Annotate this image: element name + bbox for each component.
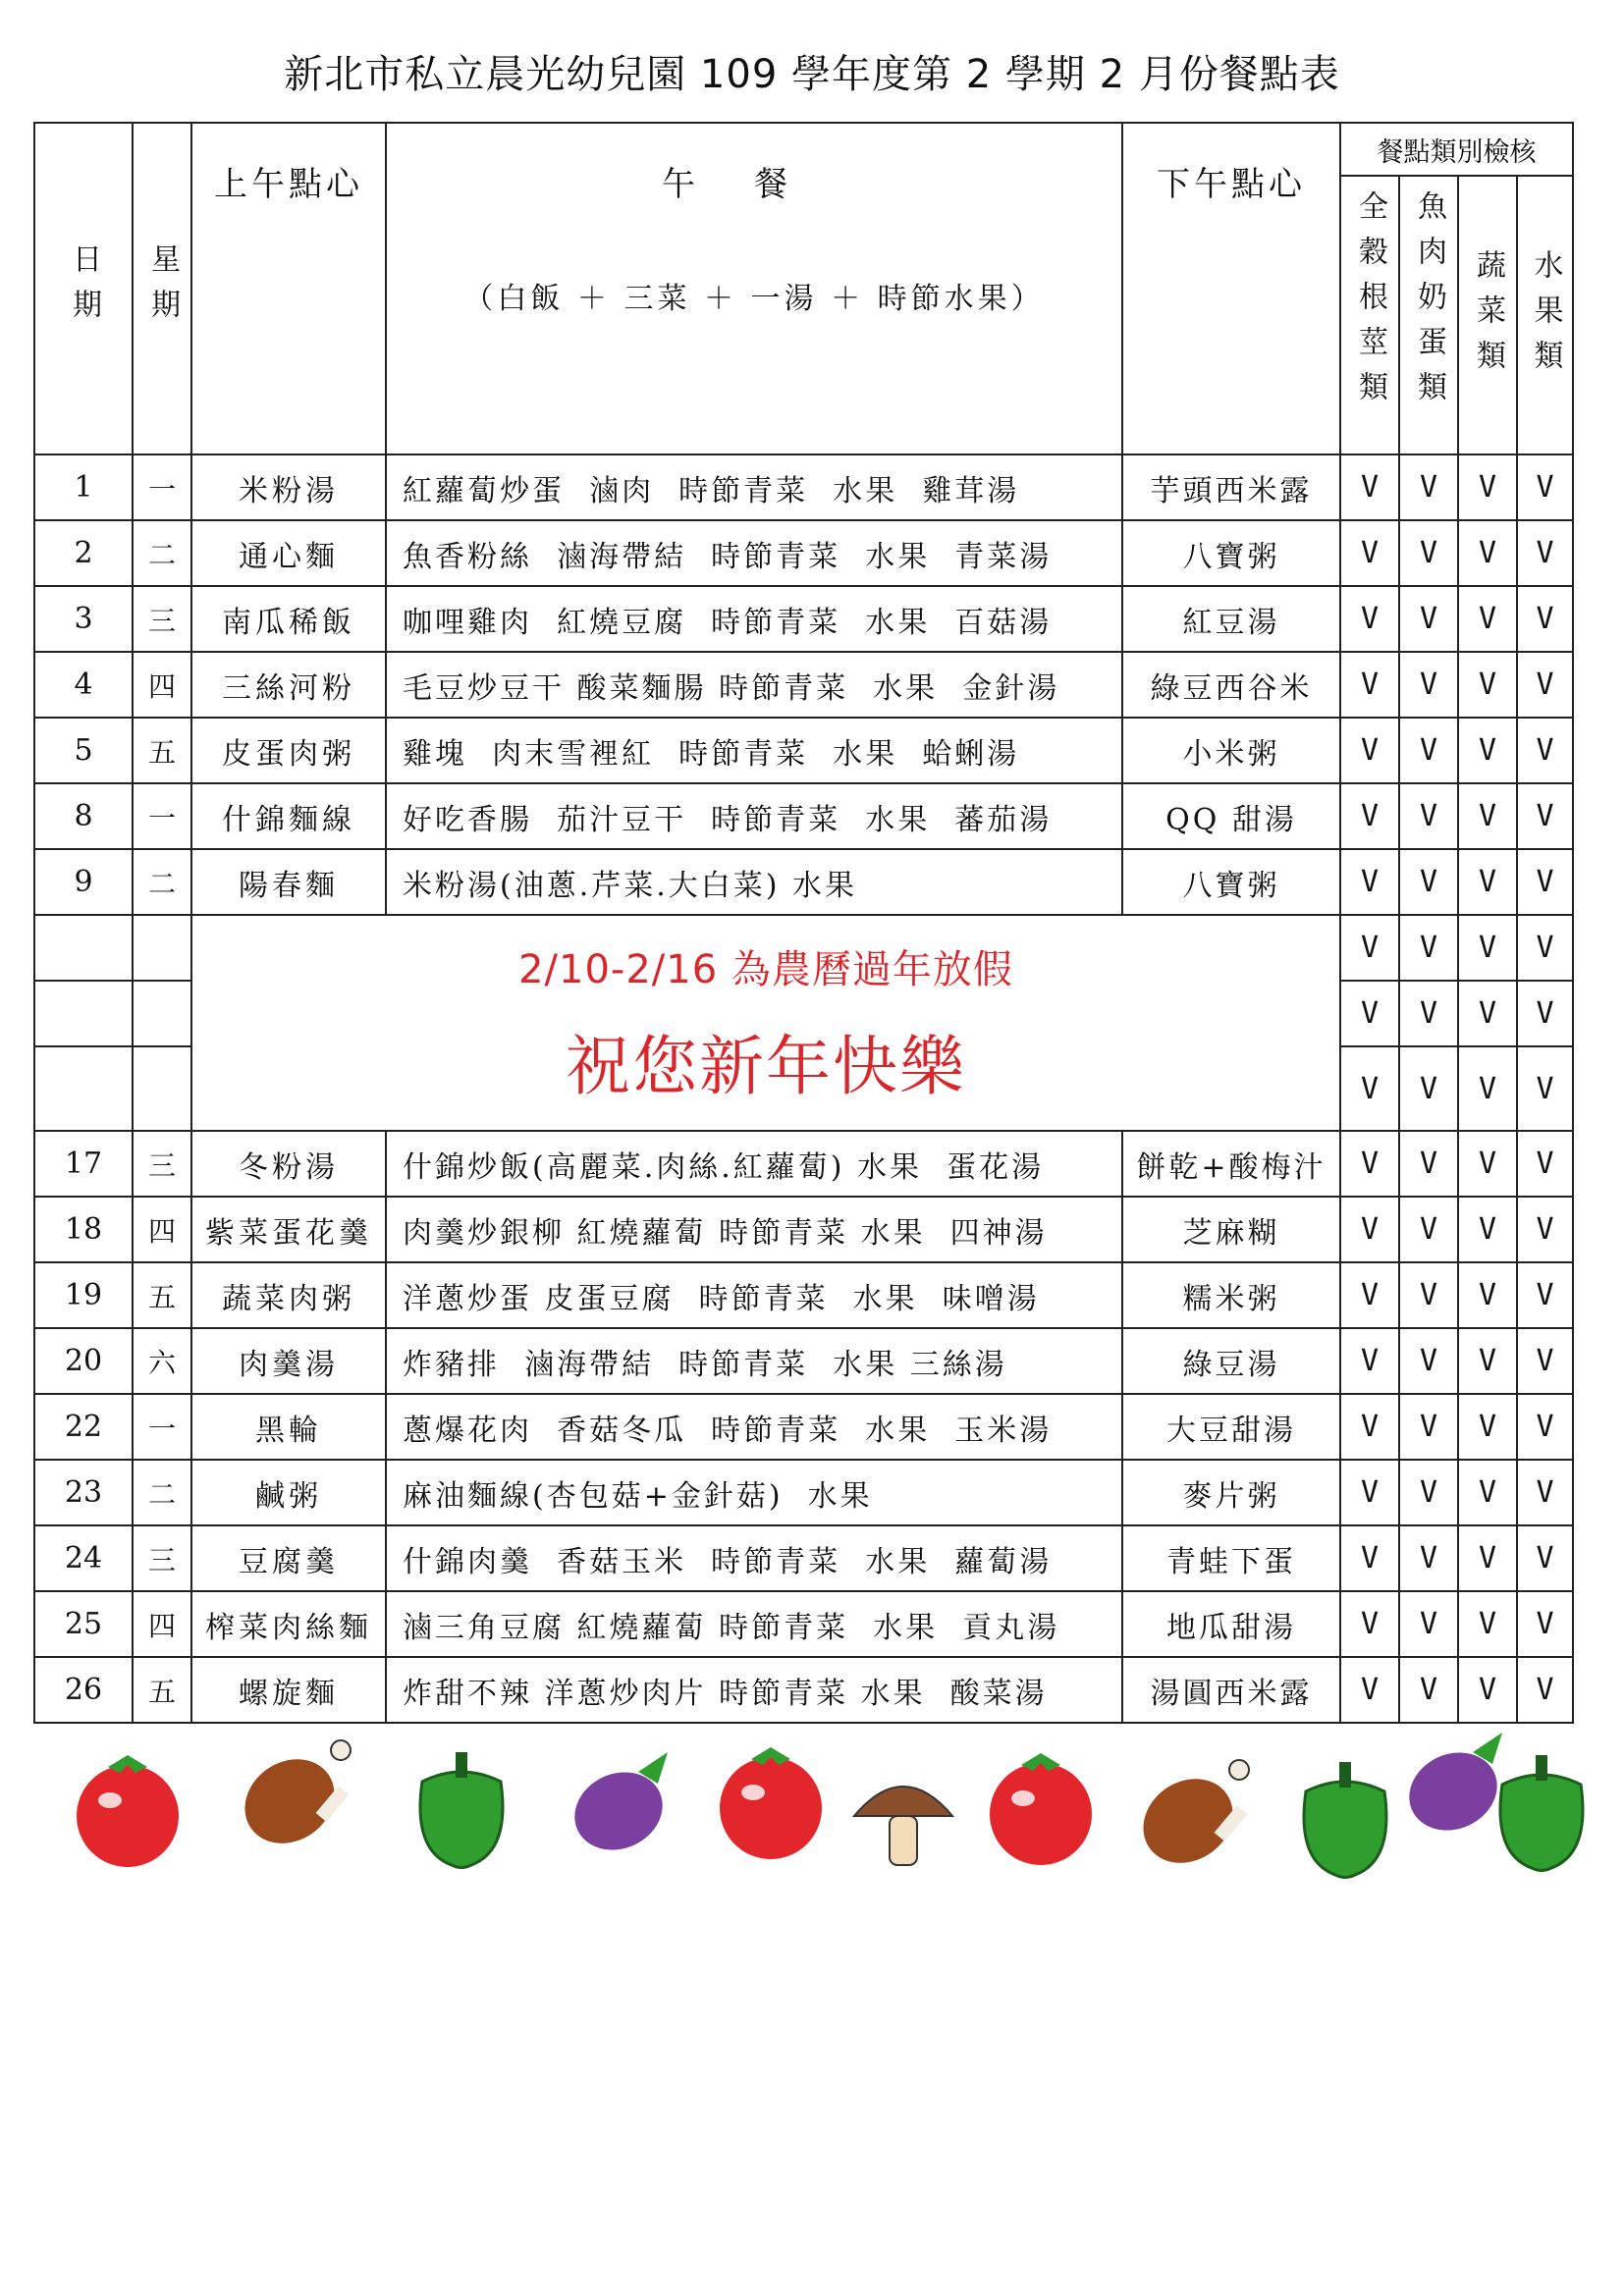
check-mark: V: [1517, 652, 1573, 718]
am-snack-cell: 米粉湯: [191, 454, 386, 520]
header-pm-snack: 下午點心: [1122, 123, 1340, 454]
header-check-protein: 魚肉奶蛋類: [1399, 176, 1458, 454]
check-mark: V: [1340, 1046, 1399, 1131]
date-cell: 8: [34, 783, 133, 849]
check-mark: V: [1399, 1525, 1458, 1591]
check-mark: V: [1399, 1657, 1458, 1723]
check-mark: V: [1517, 454, 1573, 520]
holiday-dates-text: 2/10-2/16 為農曆過年放假: [518, 947, 1013, 992]
am-snack-cell: 皮蛋肉粥: [191, 718, 386, 783]
empty-date-cell: [34, 1046, 133, 1131]
pm-snack-cell: 湯圓西米露: [1122, 1657, 1340, 1723]
header-check-grains: 全穀根莖類: [1340, 176, 1399, 454]
check-mark: V: [1458, 520, 1517, 586]
check-mark: V: [1399, 1197, 1458, 1262]
weekday-cell: 四: [133, 1591, 191, 1657]
pm-snack-cell: 綠豆西谷米: [1122, 652, 1340, 718]
check-mark: V: [1399, 1262, 1458, 1328]
pm-snack-cell: QQ 甜湯: [1122, 783, 1340, 849]
check-mark: V: [1399, 1394, 1458, 1460]
holiday-notice: [191, 915, 1340, 1131]
check-mark: V: [1340, 454, 1399, 520]
check-mark: V: [1340, 520, 1399, 586]
check-mark: V: [1458, 1657, 1517, 1723]
green-pepper-icon: [420, 1752, 503, 1868]
lunch-cell: 洋蔥炒蛋 皮蛋豆腐 時節青菜 水果 味噌湯: [386, 1262, 1122, 1328]
eggplant-icon: [562, 1752, 675, 1864]
date-cell: 24: [34, 1525, 133, 1591]
date-cell: 9: [34, 849, 133, 915]
check-mark: V: [1458, 1131, 1517, 1197]
pm-snack-cell: 芋頭西米露: [1122, 454, 1340, 520]
pm-snack-cell: 地瓜甜湯: [1122, 1591, 1340, 1657]
table-row: [34, 1657, 1573, 1723]
pm-snack-cell: 青蛙下蛋: [1122, 1525, 1340, 1591]
weekday-cell: 二: [133, 849, 191, 915]
check-mark: V: [1517, 981, 1573, 1046]
pm-snack-cell: 八寶粥: [1122, 849, 1340, 915]
check-mark: V: [1517, 1657, 1573, 1723]
check-mark: V: [1340, 586, 1399, 652]
check-mark: V: [1458, 849, 1517, 915]
lunch-cell: 咖哩雞肉 紅燒豆腐 時節青菜 水果 百菇湯: [386, 586, 1122, 652]
empty-weekday-cell: [133, 915, 191, 981]
check-mark: V: [1517, 915, 1573, 981]
table-row: [34, 783, 1573, 849]
table-row: [34, 652, 1573, 718]
weekday-cell: 五: [133, 1262, 191, 1328]
check-mark: V: [1458, 718, 1517, 783]
weekday-cell: 一: [133, 454, 191, 520]
table-row: [34, 520, 1573, 586]
table-body: [34, 123, 1573, 1723]
pm-snack-cell: 紅豆湯: [1122, 586, 1340, 652]
date-cell: 5: [34, 718, 133, 783]
check-mark: V: [1340, 1197, 1399, 1262]
table-row: [34, 1262, 1573, 1328]
tomato-icon: [720, 1747, 822, 1859]
check-mark: V: [1340, 652, 1399, 718]
drumstick-icon: [1127, 1760, 1250, 1880]
check-mark: V: [1399, 1131, 1458, 1197]
date-cell: 1: [34, 454, 133, 520]
header-weekday: 星期: [133, 123, 191, 454]
weekday-cell: 一: [133, 783, 191, 849]
check-mark: V: [1399, 454, 1458, 520]
check-mark: V: [1340, 1394, 1399, 1460]
table-row: [34, 849, 1573, 915]
am-snack-cell: 螺旋麵: [191, 1657, 386, 1723]
pm-snack-cell: 大豆甜湯: [1122, 1394, 1340, 1460]
date-cell: 4: [34, 652, 133, 718]
check-mark: V: [1517, 586, 1573, 652]
lunch-cell: 炸甜不辣 洋蔥炒肉片 時節青菜 水果 酸菜湯: [386, 1657, 1122, 1723]
check-mark: V: [1340, 718, 1399, 783]
check-mark: V: [1458, 783, 1517, 849]
weekday-cell: 三: [133, 1525, 191, 1591]
weekday-cell: 四: [133, 1197, 191, 1262]
weekday-cell: 三: [133, 586, 191, 652]
pm-snack-cell: 小米粥: [1122, 718, 1340, 783]
am-snack-cell: 鹹粥: [191, 1460, 386, 1525]
check-mark: V: [1399, 1046, 1458, 1131]
weekday-cell: 二: [133, 520, 191, 586]
am-snack-cell: 陽春麵: [191, 849, 386, 915]
check-mark: V: [1458, 1328, 1517, 1394]
date-cell: 3: [34, 586, 133, 652]
date-cell: 18: [34, 1197, 133, 1262]
lunch-cell: 炸豬排 滷海帶結 時節青菜 水果 三絲湯: [386, 1328, 1122, 1394]
check-mark: V: [1517, 1328, 1573, 1394]
lunch-cell: 蔥爆花肉 香菇冬瓜 時節青菜 水果 玉米湯: [386, 1394, 1122, 1460]
table-row: [34, 1394, 1573, 1460]
check-mark: V: [1458, 1394, 1517, 1460]
header-check-fruit: 水果類: [1517, 176, 1573, 454]
tomato-icon: [990, 1753, 1092, 1865]
check-mark: V: [1340, 849, 1399, 915]
green-pepper-icon: [1304, 1762, 1386, 1878]
am-snack-cell: 肉羹湯: [191, 1328, 386, 1394]
lunch-cell: 米粉湯(油蔥.芹菜.大白菜) 水果: [386, 849, 1122, 915]
check-mark: V: [1517, 1460, 1573, 1525]
check-mark: V: [1340, 1591, 1399, 1657]
check-mark: V: [1399, 1460, 1458, 1525]
lunch-cell: 什錦炒飯(高麗菜.肉絲.紅蘿蔔) 水果 蛋花湯: [386, 1131, 1122, 1197]
check-mark: V: [1458, 1046, 1517, 1131]
am-snack-cell: 榨菜肉絲麵: [191, 1591, 386, 1657]
weekday-cell: 五: [133, 718, 191, 783]
check-mark: V: [1399, 981, 1458, 1046]
lunch-cell: 滷三角豆腐 紅燒蘿蔔 時節青菜 水果 貢丸湯: [386, 1591, 1122, 1657]
new-year-greeting: 祝您新年快樂: [566, 1029, 966, 1104]
am-snack-cell: 黑輪: [191, 1394, 386, 1460]
date-cell: 26: [34, 1657, 133, 1723]
table-row: [34, 1131, 1573, 1197]
lunch-cell: 肉羹炒銀柳 紅燒蘿蔔 時節青菜 水果 四神湯: [386, 1197, 1122, 1262]
check-mark: V: [1399, 1328, 1458, 1394]
lunch-cell: 毛豆炒豆干 酸菜麵腸 時節青菜 水果 金針湯: [386, 652, 1122, 718]
am-snack-cell: 什錦麵線: [191, 783, 386, 849]
table-row: [34, 1328, 1573, 1394]
am-snack-cell: 紫菜蛋花羹: [191, 1197, 386, 1262]
date-cell: 20: [34, 1328, 133, 1394]
am-snack-cell: 南瓜稀飯: [191, 586, 386, 652]
check-mark: V: [1458, 1591, 1517, 1657]
tomato-icon: [77, 1755, 179, 1867]
meal-schedule-table: [33, 122, 1574, 1724]
am-snack-cell: 通心麵: [191, 520, 386, 586]
green-pepper-icon: [1500, 1755, 1583, 1871]
check-mark: V: [1340, 1525, 1399, 1591]
check-mark: V: [1399, 520, 1458, 586]
check-mark: V: [1517, 849, 1573, 915]
check-mark: V: [1399, 915, 1458, 981]
check-mark: V: [1517, 1262, 1573, 1328]
check-mark: V: [1458, 454, 1517, 520]
check-mark: V: [1340, 915, 1399, 981]
lunch-cell: 麻油麵線(杏包菇+金針菇) 水果: [386, 1460, 1122, 1525]
table-row: [34, 586, 1573, 652]
check-mark: V: [1399, 1591, 1458, 1657]
check-mark: V: [1458, 915, 1517, 981]
check-mark: V: [1399, 849, 1458, 915]
lunch-cell: 好吃香腸 茄汁豆干 時節青菜 水果 蕃茄湯: [386, 783, 1122, 849]
header-check-vegetable: 蔬菜類: [1458, 176, 1517, 454]
lunch-cell: 紅蘿蔔炒蛋 滷肉 時節青菜 水果 雞茸湯: [386, 454, 1122, 520]
check-mark: V: [1517, 1394, 1573, 1460]
date-cell: 19: [34, 1262, 133, 1328]
am-snack-cell: 三絲河粉: [191, 652, 386, 718]
pm-snack-cell: 綠豆湯: [1122, 1328, 1340, 1394]
pm-snack-cell: 餅乾+酸梅汁: [1122, 1131, 1340, 1197]
check-mark: V: [1399, 652, 1458, 718]
weekday-cell: 三: [133, 1131, 191, 1197]
header-am-snack: 上午點心: [191, 123, 386, 454]
table-row: [34, 1197, 1573, 1262]
weekday-cell: 一: [133, 1394, 191, 1460]
table-row: [34, 1460, 1573, 1525]
check-mark: V: [1458, 1262, 1517, 1328]
weekday-cell: 二: [133, 1460, 191, 1525]
check-mark: V: [1458, 652, 1517, 718]
pm-snack-cell: 八寶粥: [1122, 520, 1340, 586]
check-mark: V: [1340, 1328, 1399, 1394]
table-row: [34, 454, 1573, 520]
table-row: [34, 1525, 1573, 1591]
check-mark: V: [1399, 783, 1458, 849]
check-mark: V: [1458, 586, 1517, 652]
table-row: [34, 718, 1573, 783]
empty-date-cell: [34, 915, 133, 981]
weekday-cell: 五: [133, 1657, 191, 1723]
check-mark: V: [1458, 1197, 1517, 1262]
mushroom-icon: [854, 1787, 952, 1865]
check-mark: V: [1517, 1046, 1573, 1131]
check-mark: V: [1340, 981, 1399, 1046]
check-mark: V: [1517, 1197, 1573, 1262]
date-cell: 2: [34, 520, 133, 586]
header-check-group: 餐點類別檢核: [1340, 123, 1573, 176]
check-mark: V: [1399, 718, 1458, 783]
am-snack-cell: 豆腐羹: [191, 1525, 386, 1591]
check-mark: V: [1458, 1525, 1517, 1591]
header-date: 日期: [34, 123, 133, 454]
date-cell: 23: [34, 1460, 133, 1525]
date-cell: 25: [34, 1591, 133, 1657]
holiday-row: [34, 915, 1573, 981]
pm-snack-cell: 糯米粥: [1122, 1262, 1340, 1328]
page-title: 新北市私立晨光幼兒園 109 學年度第 2 學期 2 月份餐點表: [284, 52, 1340, 97]
lunch-cell: 雞塊 肉末雪裡紅 時節青菜 水果 蛤蜊湯: [386, 718, 1122, 783]
date-cell: 17: [34, 1131, 133, 1197]
empty-weekday-cell: [133, 981, 191, 1046]
check-mark: V: [1399, 586, 1458, 652]
lunch-cell: 魚香粉絲 滷海帶結 時節青菜 水果 青菜湯: [386, 520, 1122, 586]
eggplant-icon: [1396, 1733, 1509, 1844]
table-row: [34, 1591, 1573, 1657]
check-mark: V: [1340, 1262, 1399, 1328]
check-mark: V: [1517, 1525, 1573, 1591]
check-mark: V: [1517, 783, 1573, 849]
check-mark: V: [1517, 718, 1573, 783]
weekday-cell: 六: [133, 1328, 191, 1394]
food-decorations: [59, 1728, 1591, 1885]
check-mark: V: [1458, 1460, 1517, 1525]
check-mark: V: [1517, 1131, 1573, 1197]
check-mark: V: [1517, 1591, 1573, 1657]
weekday-cell: 四: [133, 652, 191, 718]
drumstick-icon: [229, 1740, 352, 1860]
header-lunch: 午餐 （白飯 ＋ 三菜 ＋ 一湯 ＋ 時節水果）: [386, 123, 1122, 454]
check-mark: V: [1340, 1657, 1399, 1723]
lunch-cell: 什錦肉羹 香菇玉米 時節青菜 水果 蘿蔔湯: [386, 1525, 1122, 1591]
check-mark: V: [1340, 783, 1399, 849]
pm-snack-cell: 麥片粥: [1122, 1460, 1340, 1525]
check-mark: V: [1458, 981, 1517, 1046]
date-cell: 22: [34, 1394, 133, 1460]
check-mark: V: [1340, 1131, 1399, 1197]
empty-weekday-cell: [133, 1046, 191, 1131]
check-mark: V: [1517, 520, 1573, 586]
am-snack-cell: 冬粉湯: [191, 1131, 386, 1197]
check-mark: V: [1340, 1460, 1399, 1525]
am-snack-cell: 蔬菜肉粥: [191, 1262, 386, 1328]
pm-snack-cell: 芝麻糊: [1122, 1197, 1340, 1262]
empty-date-cell: [34, 981, 133, 1046]
